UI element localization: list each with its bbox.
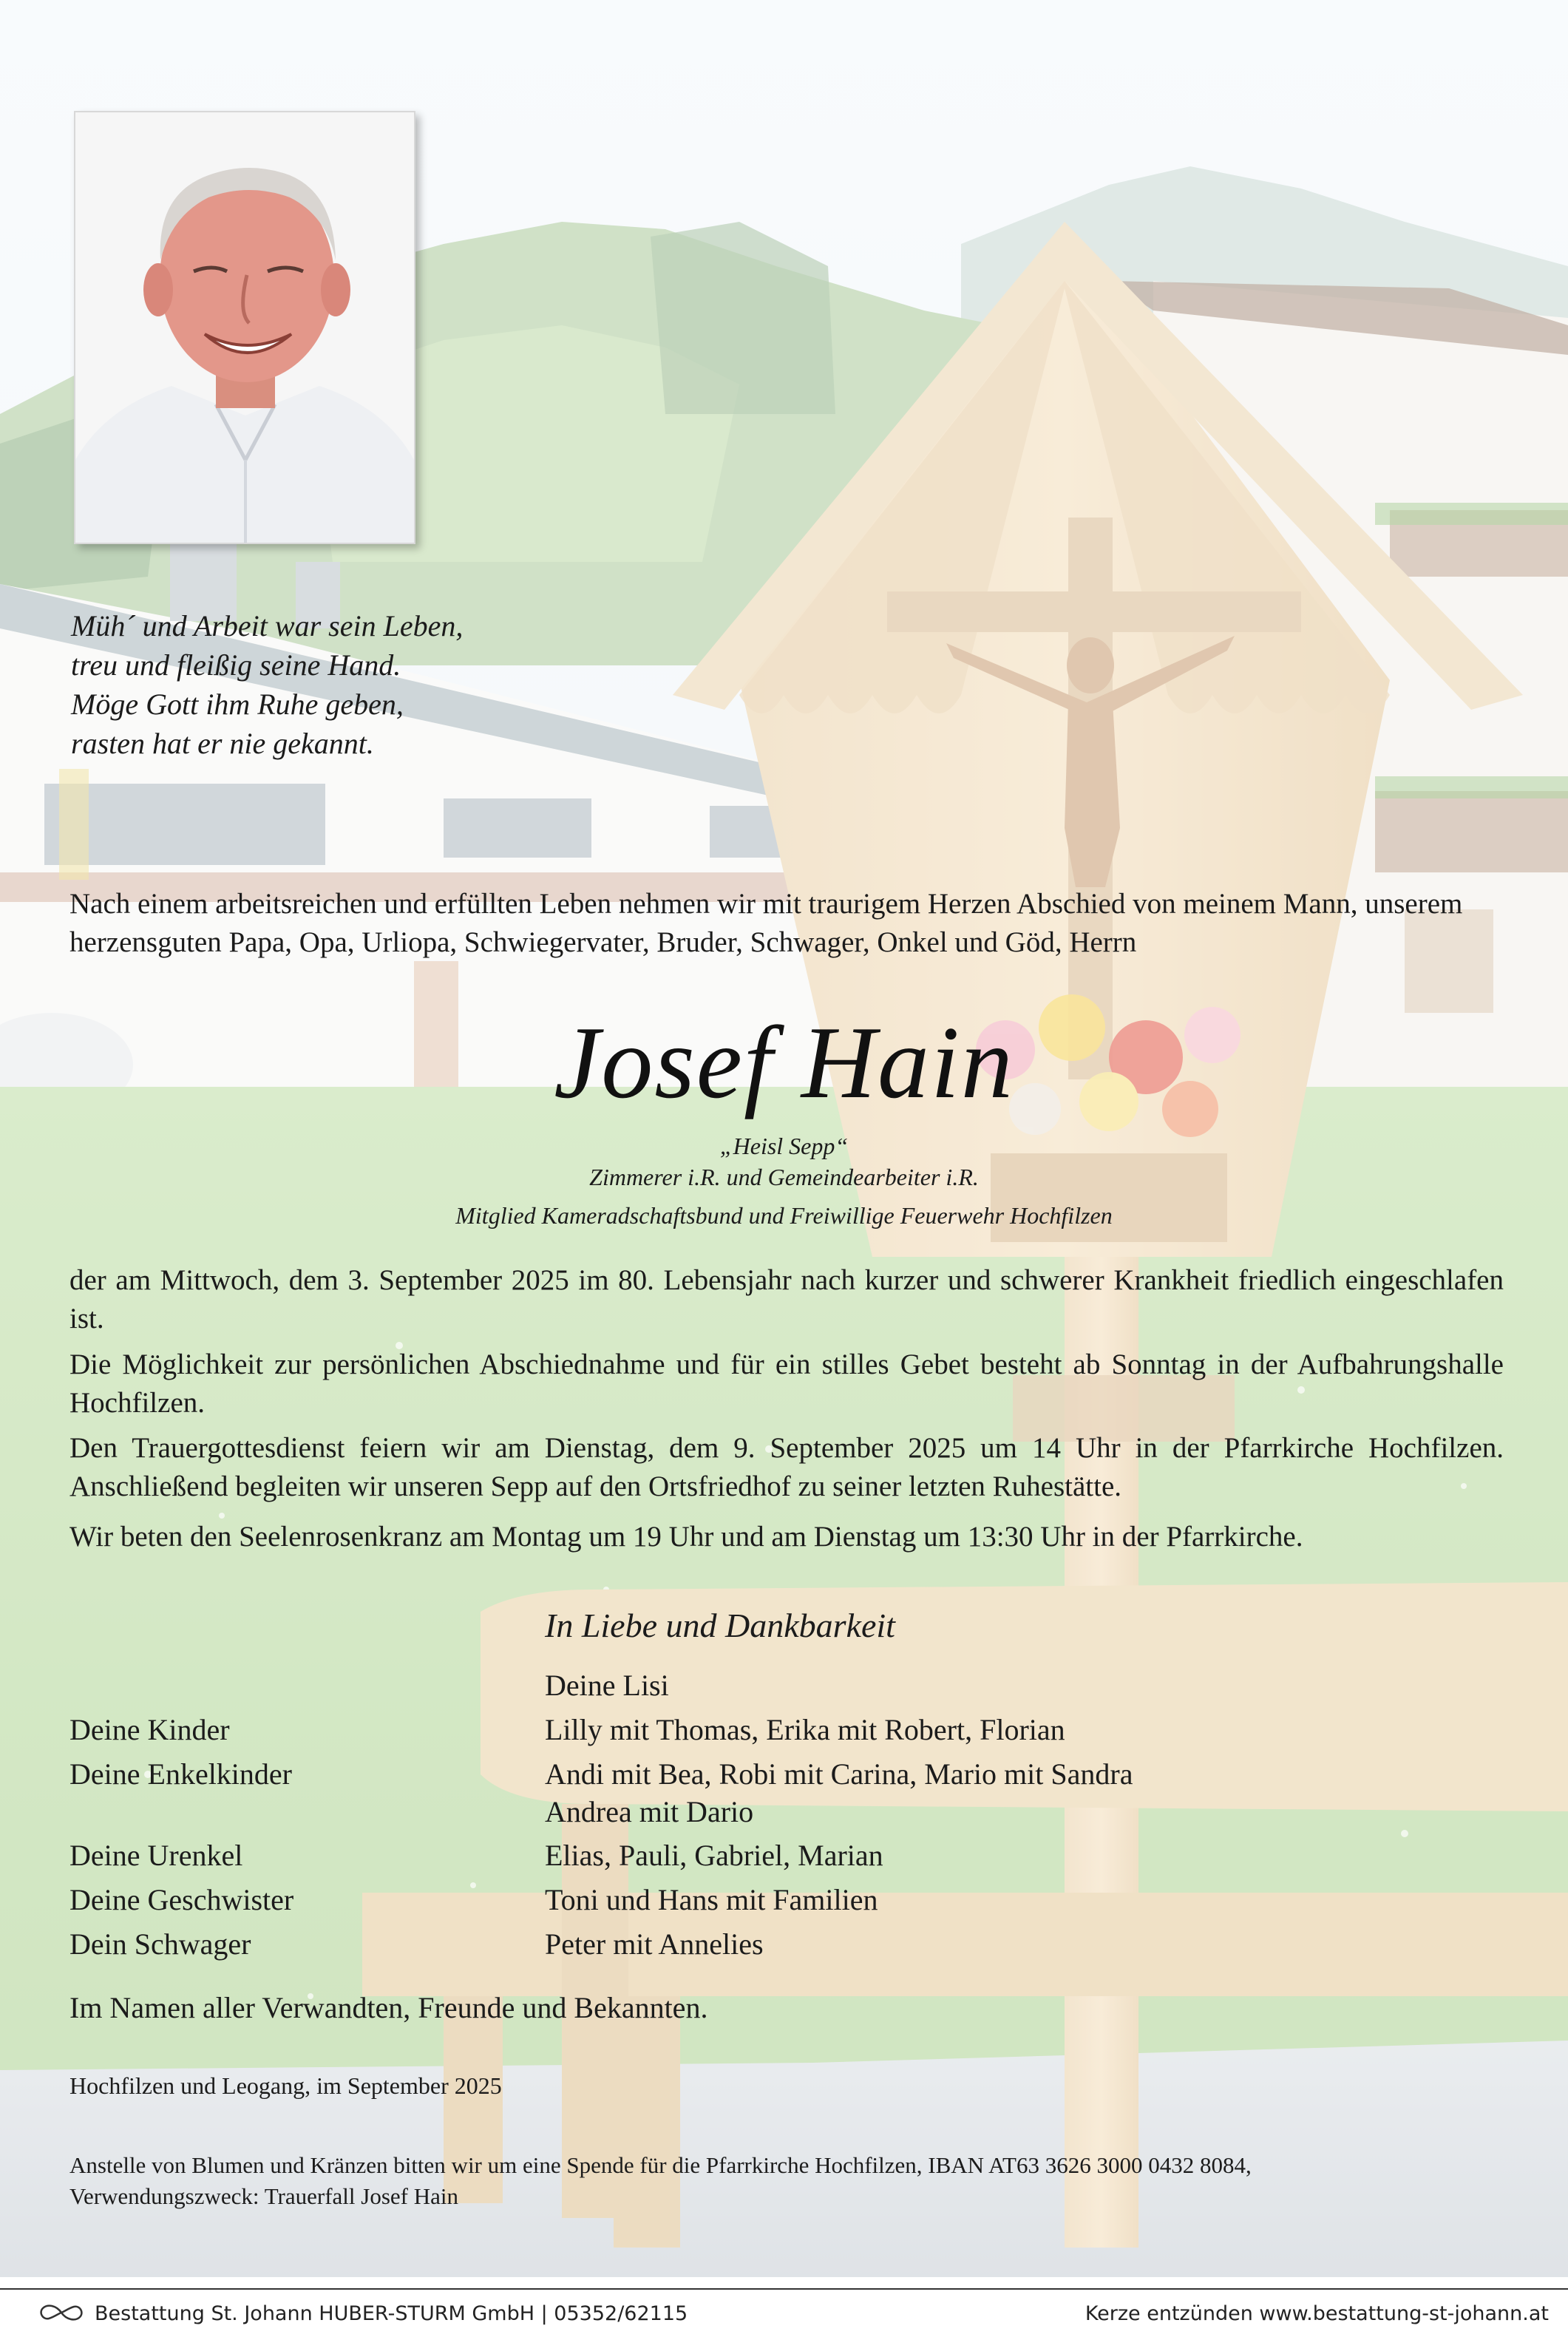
family-value: Andrea mit Dario — [545, 1795, 754, 1828]
closing-line: Im Namen aller Verwandten, Freunde und Bekannten. — [69, 1991, 708, 2024]
footer — [0, 2290, 1568, 2337]
poem-line: treu und fleißig seine Hand. — [71, 648, 401, 682]
donation-line: Verwendungszweck: Trauerfall Josef Hain — [69, 2183, 459, 2209]
family-value: Elias, Pauli, Gabriel, Marian — [545, 1839, 883, 1872]
funeral-home-info: Bestattung St. Johann HUBER-STURM GmbH | 05352/62115 — [95, 2302, 688, 2325]
deceased-name: Josef Hain — [554, 1005, 1014, 1120]
family-value: Toni und Hans mit Familien — [545, 1883, 878, 1916]
portrait-photo — [74, 111, 415, 544]
poem-line: rasten hat er nie gekannt. — [71, 727, 374, 760]
rosary-paragraph: Wir beten den Seelenrosenkranz am Montag um 19 Uhr und am Dienstag um 13:30 Uhr in der Pfarrkirche. — [69, 1521, 1303, 1553]
family-label: Deine Geschwister — [69, 1883, 294, 1916]
family-value: Peter mit Annelies — [545, 1927, 764, 1961]
poem-line: Möge Gott ihm Ruhe geben, — [71, 688, 404, 721]
family-value: Lilly mit Thomas, Erika mit Robert, Florian — [545, 1713, 1065, 1746]
family-label: Deine Enkelkinder — [69, 1757, 292, 1791]
occupation: Zimmerer i.R. und Gemeindearbeiter i.R. — [589, 1164, 979, 1190]
donation-line: Anstelle von Blumen und Kränzen bitten wir um eine Spende für die Pfarrkirche Hochfilzen, IBAN AT63 3626 3000 0432 8084, — [69, 2152, 1252, 2178]
poem-line: Müh´ und Arbeit war sein Leben, — [71, 609, 464, 642]
memorial-poem — [71, 606, 463, 763]
family-value: Andi mit Bea, Robi mit Carina, Mario mit Sandra — [545, 1757, 1133, 1791]
intro-text: Nach einem arbeitsreichen und erfüllten Leben nehmen wir mit traurigem Herzen Abschied von meinem Mann, unserem herzensguten Papa, Opa, Urliopa, Schwiegervater, Bruder, Schwager, Onkel und Göd, Herrn — [69, 888, 1463, 958]
candle-link[interactable]: Kerze entzünden www.bestattung-st-johann.at — [1085, 2302, 1549, 2325]
family-label: Deine Urenkel — [69, 1839, 243, 1872]
viewing-paragraph: Die Möglichkeit zur persönlichen Abschiednahme und für ein stilles Gebet besteht ab Sonntag in der Aufbahrungshalle Hochfilzen. — [69, 1349, 1504, 1419]
footer-divider — [0, 2288, 1568, 2290]
gratitude-heading: In Liebe und Dankbarkeit — [545, 1607, 895, 1644]
memberships: Mitglied Kameradschaftsbund und Freiwillige Feuerwehr Hochfilzen — [455, 1202, 1113, 1229]
funeral-paragraph: Den Trauergottesdienst feiern wir am Dienstag, dem 9. September 2025 um 14 Uhr in der Pfarrkirche Hochfilzen. Anschließend begleiten wir unseren Sepp auf den Ortsfriedhof zu seiner letzten Ruhestätte. — [69, 1432, 1504, 1502]
infinity-logo-icon — [37, 2301, 86, 2330]
death-notice-paragraph: der am Mittwoch, dem 3. September 2025 im 80. Lebensjahr nach kurzer und schwerer Krankheit friedlich eingeschlafen ist. — [69, 1264, 1504, 1334]
nickname: „Heisl Sepp“ — [719, 1133, 849, 1159]
family-label: Deine Kinder — [69, 1713, 230, 1746]
family-value: Deine Lisi — [545, 1669, 669, 1702]
donation-note — [69, 2150, 1533, 2212]
family-label: Dein Schwager — [69, 1927, 251, 1961]
place-date: Hochfilzen und Leogang, im September 2025 — [69, 2072, 502, 2099]
